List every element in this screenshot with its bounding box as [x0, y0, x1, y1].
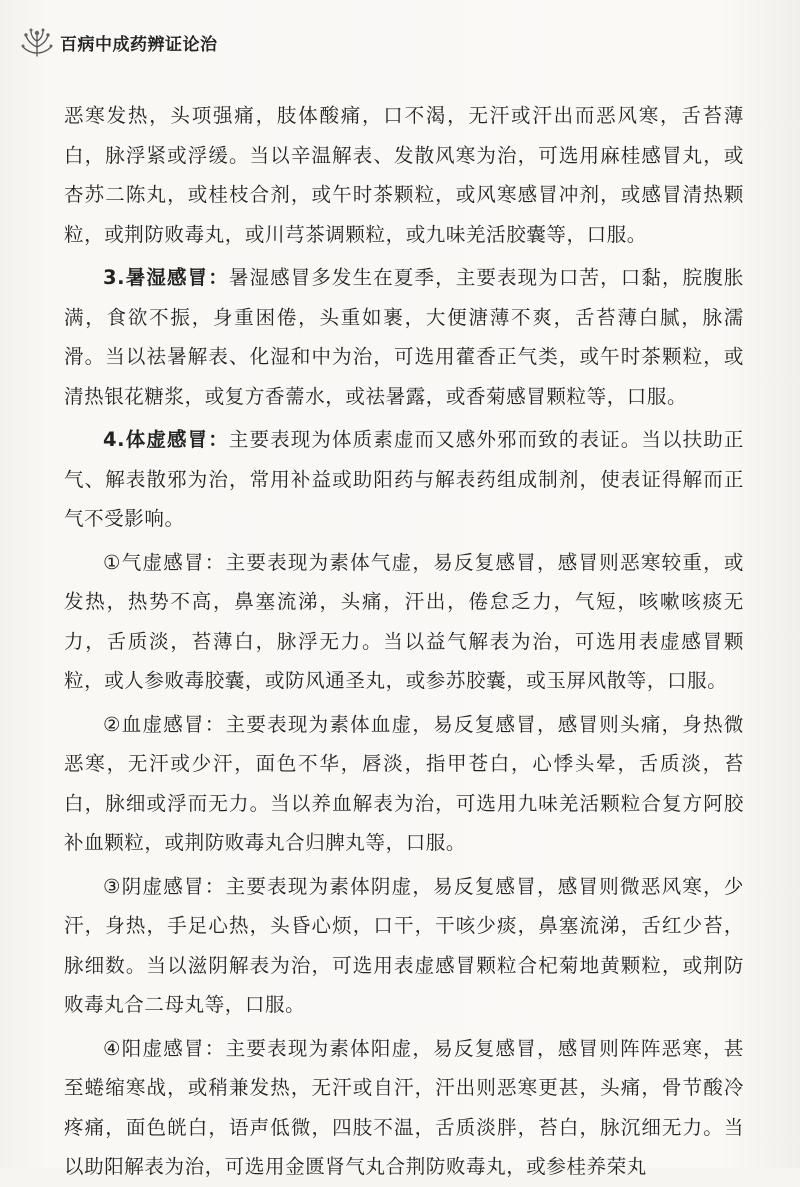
paragraph	[64, 705, 744, 863]
section-heading: 4.体虚感冒：	[103, 428, 229, 451]
paragraph-text: 暑湿感冒多发生在夏季，主要表现为口苦，口黏，脘腹胀满，食欲不振，身重困倦，头重如裹，大便溏薄不爽，舌苔薄白腻，脉濡滑。当以祛暑解表、化湿和中为治，可选用藿香正气类，或午时茶颗粒，或清热银花糖浆，或复方香薷水，或祛暑露，或香菊感冒颗粒等，口服。	[64, 266, 744, 408]
paragraph	[64, 96, 744, 254]
paragraph-text: 主要表现为体质素虚而又感外邪而致的表证。当以扶助正气、解表散邪为治，常用补益或助阳药与解表药组成制剂，使表证得解而正气不受影响。	[64, 428, 744, 530]
paragraph-text: ③阴虚感冒：主要表现为素体阴虚，易反复感冒，感冒则微恶风寒，少汗，身热，手足心热，头昏心烦，口干，干咳少痰，鼻塞流涕，舌红少苔，脉细数。当以滋阴解表为治，可选用表虚感冒颗粒合杞菊地黄颗粒，或荆防败毒丸合二母丸等，口服。	[64, 874, 744, 1016]
paragraph	[64, 420, 744, 539]
paragraph-text: ②血虚感冒：主要表现为素体血虚，易反复感冒，感冒则头痛，身热微恶寒，无汗或少汗，面色不华，唇淡，指甲苍白，心悸头晕，舌质淡，苔白，脉细或浮而无力。当以养血解表为治，可选用九味羌活颗粒合复方阿胶补血颗粒，或荆防败毒丸合归脾丸等，口服。	[64, 712, 744, 854]
paragraph	[64, 867, 744, 1025]
paragraph-text: ④阳虚感冒：主要表现为素体阳虚，易反复感冒，感冒则阵阵恶寒，甚至蜷缩寒战，或稍兼发热，无汗或自汗，汗出则恶寒更甚，头痛，骨节酸冷疼痛，面色㿠白，语声低微，四肢不温，舌质淡胖，苔白，脉沉细无力。当以助阳解表为治，可选用金匮肾气丸合荆防败毒丸，或参桂养荣丸	[64, 1036, 744, 1178]
section-heading: 3.暑湿感冒：	[103, 266, 229, 289]
running-header	[20, 24, 218, 60]
paragraph	[64, 1029, 744, 1187]
book-title: 百病中成药辨证论治	[60, 34, 218, 55]
floral-ornament-icon	[20, 25, 54, 59]
body-text	[64, 96, 744, 1187]
paragraph	[64, 543, 744, 701]
paragraph-text: ①气虚感冒：主要表现为素体气虚，易反复感冒，感冒则恶寒较重，或发热，热势不高，鼻塞流涕，头痛，汗出，倦怠乏力，气短，咳嗽咳痰无力，舌质淡，苔薄白，脉浮无力。当以益气解表为治，可选用表虚感冒颗粒，或人参败毒胶囊，或防风通圣丸，或参苏胶囊，或玉屏风散等，口服。	[64, 550, 744, 692]
paragraph-text: 恶寒发热，头项强痛，肢体酸痛，口不渴，无汗或汗出而恶风寒，舌苔薄白，脉浮紧或浮缓。当以辛温解表、发散风寒为治，可选用麻桂感冒丸，或杏苏二陈丸，或桂枝合剂，或午时茶颗粒，或风寒感冒冲剂，或感冒清热颗粒，或荆防败毒丸，或川芎茶调颗粒，或九味羌活胶囊等，口服。	[64, 104, 744, 246]
paragraph	[64, 258, 744, 416]
